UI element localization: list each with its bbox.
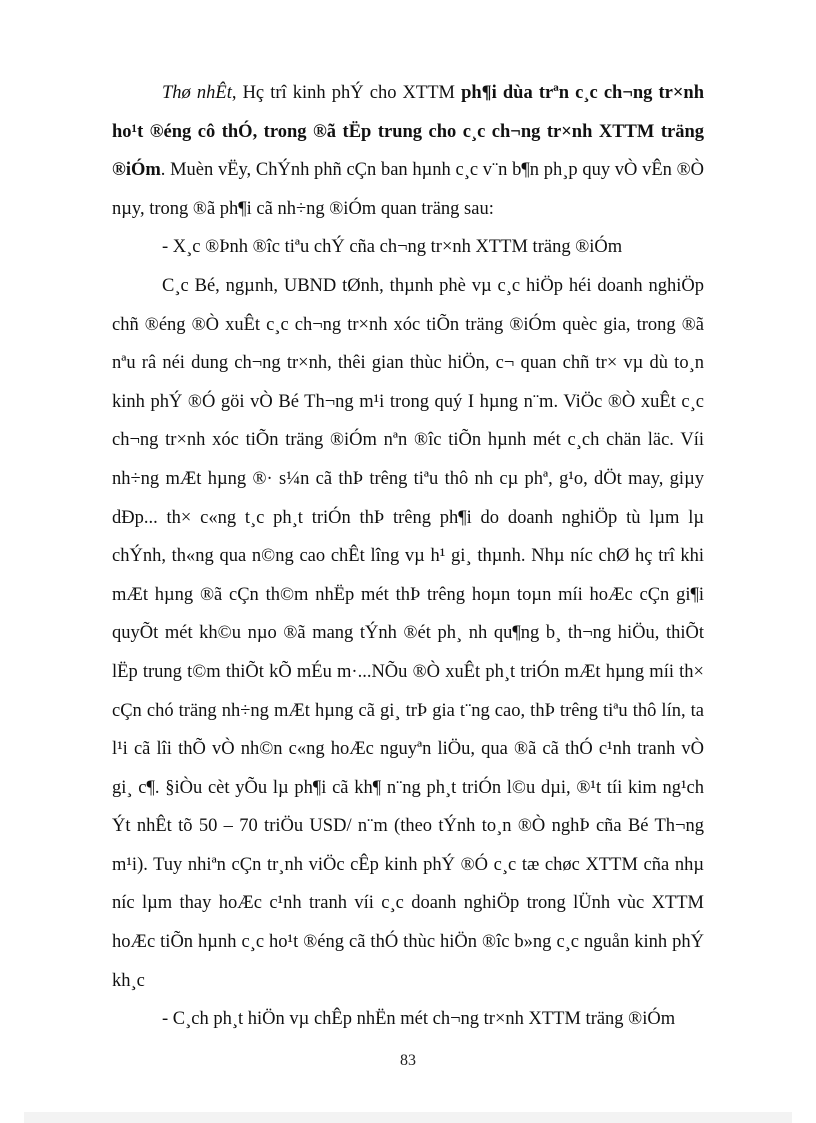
paragraph-proposals: C¸c Bé, ngµnh, UBND tØnh, thµnh phè vµ c¸c hiÖp héi doanh nghiÖp chñ ®éng ®Ò xuÊt c¸c ch¬ng tr×nh xóc tiÕn träng ®iÓm quèc gia, trong ®ã nªu râ néi dung ch¬ng tr×nh, thêi gian thùc hiÖn, c¬ quan chñ tr× vµ dù to¸n kinh phÝ ®Ó göi vÒ Bé Th¬ng m¹i trong quý I hµng n¨m. ViÖc ®Ò xuÊt c¸c ch¬ng tr×nh xóc tiÕn träng ®iÓm nªn ®îc tiÕn hµnh mét c¸ch chän läc. Víi nh÷ng mÆt hµng ®· s¼n cã thÞ trêng tiªu thô nh cµ phª, g¹o, dÖt may, giµy dÐp... th× c«ng t¸c ph¸t triÓn thÞ trêng ph¶i do doanh nghiÖp tù lµm lµ chÝnh, th«ng qua n©ng cao chÊt lîng vµ h¹ gi¸ thµnh. Nhµ níc chØ hç trî khi mÆt hµng ®ã cÇn th©m nhËp mét thÞ trêng hoµn toµn míi hoÆc cÇn gi¶i quyÕt mét kh©u nµo ®ã mang tÝnh ®ét ph¸ nh qu¶ng b¸ th¬ng hiÖu, thiÕt lËp trung t©m thiÕt kÕ mÉu m·...NÕu ®Ò xuÊt ph¸t triÓn mÆt hµng míi th× cÇn chó träng nh÷ng mÆt hµng cã gi¸ trÞ gia t¨ng cao, thÞ trêng tiªu thô lín, ta l¹i cã lîi thÕ vÒ nh©n c«ng hoÆc nguyªn liÖu, qua ®ã cã thÓ c¹nh tranh vÒ gi¸ c¶. §iÒu cèt yÕu lµ ph¶i cã kh¶ n¨ng ph¸t triÓn l©u dµi, ®¹t tíi kim ng¹ch Ýt nhÊt tõ 50 – 70 triÖu USD/ n¨m (theo tÝnh to¸n ®Ò nghÞ cña Bé Th¬ng m¹i). Tuy nhiªn cÇn tr¸nh viÖc cÊp kinh phÝ ®Ó c¸c tæ chøc XTTM cña nhµ níc lµm thay hoÆc c¹nh tranh víi c¸c doanh nghiÖp trong lÜnh vùc XTTM hoÆc tiÕn hµnh c¸c ho¹t ®éng cã thÓ thùc hiÖn ®îc b»ng c¸c nguån kinh phÝ kh¸c — [112, 275, 704, 991]
paragraph-rest-text: . Muèn vËy, ChÝnh phñ cÇn ban hµnh c¸c v¨n b¶n ph¸p quy vÒ vÊn ®Ò nµy, trong ®ã ph¶i cã nh÷ng ®iÓm quan träng sau: — [112, 160, 704, 219]
body-text — [112, 74, 704, 1039]
subheading-detection: - C¸ch ph¸t hiÖn vµ chÊp nhËn mét ch¬ng tr×nh XTTM träng ®iÓm — [162, 1009, 676, 1030]
bold-emphasis-text: ph¶i dùa trªn c¸c ch¬ng tr×nh ho¹t ®éng cô thÓ, trong ®ã tËp trung cho c¸c ch¬ng tr×nh XTTM träng ®iÓm — [112, 83, 704, 181]
paragraph-first-point — [112, 74, 704, 228]
lead-italic-text: Thø nhÊt — [162, 83, 232, 103]
page-bottom-edge — [24, 1112, 792, 1123]
lead-continuation-text: , Hç trî kinh phÝ cho XTTM — [231, 83, 462, 103]
subheading-criteria: - X¸c ®Þnh ®îc tiªu chÝ cña ch¬ng tr×nh XTTM träng ®iÓm — [162, 237, 623, 258]
page-number: 83 — [400, 1052, 416, 1069]
